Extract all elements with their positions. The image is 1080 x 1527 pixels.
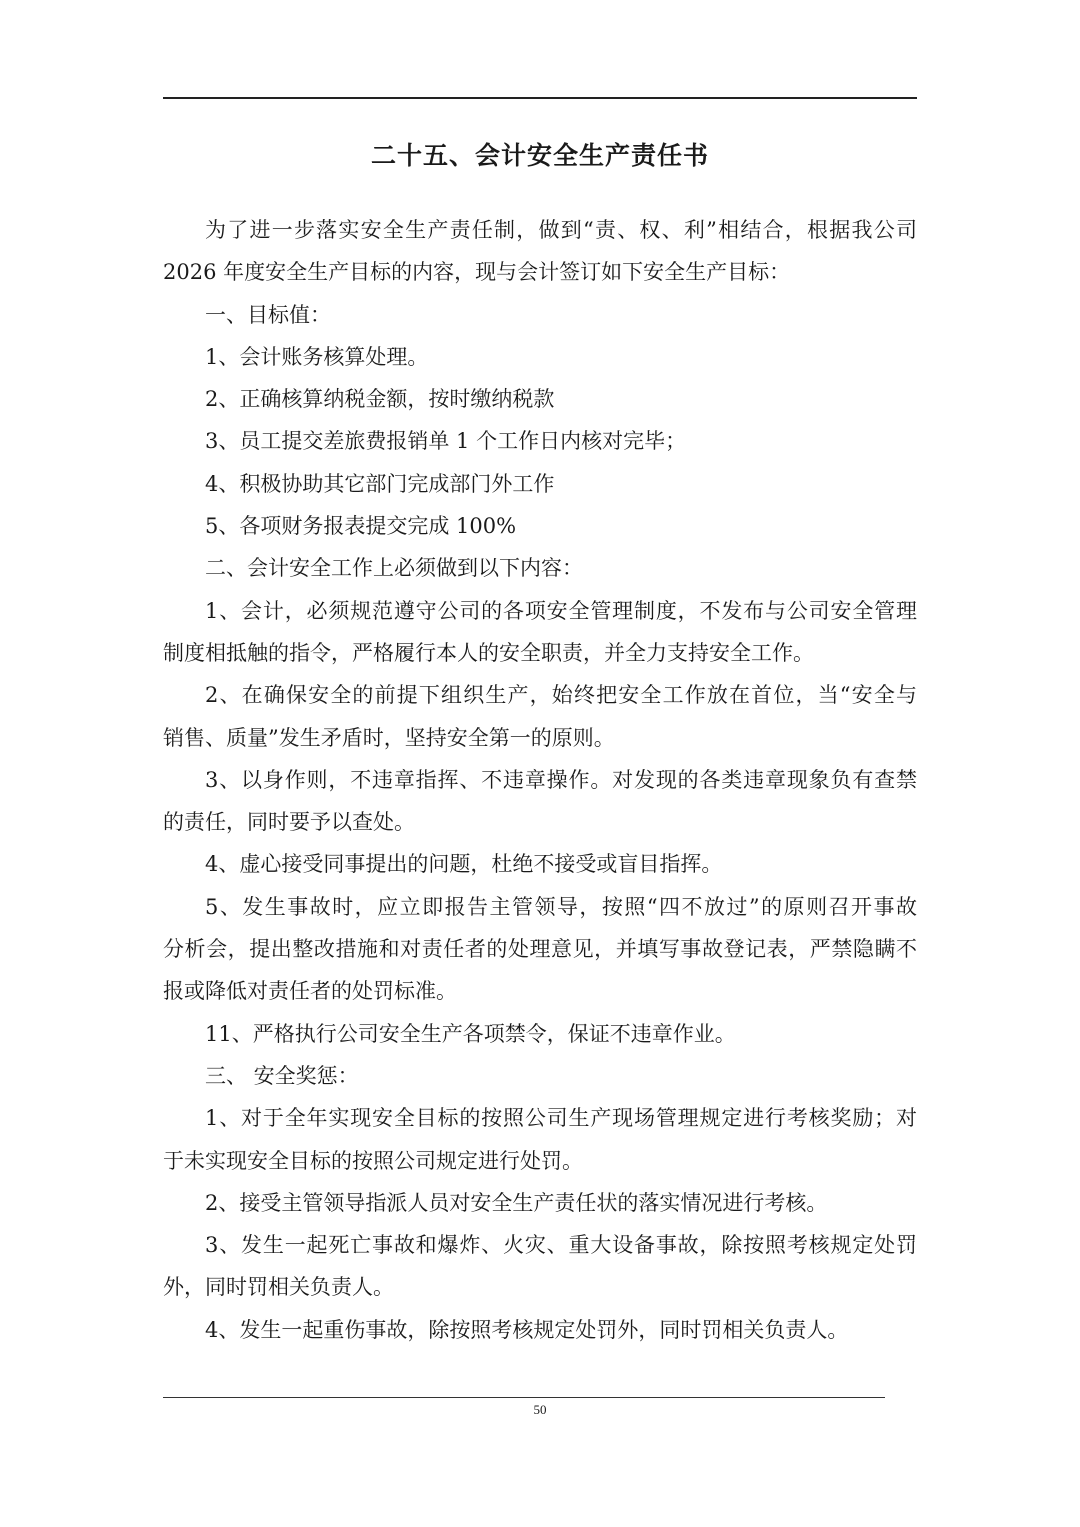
body-line: 报或降低对责任者的处罚标准。 xyxy=(163,979,457,1004)
section-heading: 三、 安全奖惩： xyxy=(205,1063,359,1088)
list-item: 4、积极协助其它部门完成部门外工作 xyxy=(205,471,555,496)
list-item: 4、虚心接受同事提出的问题，杜绝不接受或盲目指挥。 xyxy=(205,852,723,877)
body-line: 分析会，提出整改措施和对责任者的处理意见，并填写事故登记表，严禁隐瞒不 xyxy=(163,937,917,962)
list-item: 3、员工提交差旅费报销单 1 个工作日内核对完毕； xyxy=(205,429,687,454)
body-line: 外，同时罚相关负责人。 xyxy=(163,1275,394,1300)
list-item: 1、会计账务核算处理。 xyxy=(205,344,429,369)
body-line: 的责任，同时要予以查处。 xyxy=(163,810,415,835)
body-line: 销售、质量”发生矛盾时，坚持安全第一的原则。 xyxy=(163,725,615,750)
body-line: 为了进一步落实安全生产责任制，做到“责、权、利”相结合，根据我公司 xyxy=(205,218,917,242)
document-title: 二十五、会计安全生产责任书 xyxy=(370,141,709,170)
page-number: 50 xyxy=(533,1402,547,1417)
list-item: 3、发生一起死亡事故和爆炸、火灾、重大设备事故，除按照考核规定处罚 xyxy=(205,1233,917,1258)
list-item: 1、对于全年实现安全目标的按照公司生产现场管理规定进行考核奖励；对 xyxy=(205,1106,917,1131)
footer-rule xyxy=(163,1397,885,1398)
body-line: 制度相抵触的指令，严格履行本人的安全职责，并全力支持安全工作。 xyxy=(163,640,814,665)
section-heading: 一、目标值： xyxy=(205,302,331,327)
list-item: 11、严格执行公司安全生产各项禁令，保证不违章作业。 xyxy=(205,1021,736,1046)
body-line: 2026 年度安全生产目标的内容，现与会计签订如下安全生产目标： xyxy=(163,260,791,285)
list-item: 2、在确保安全的前提下组织生产，始终把安全工作放在首位，当“安全与 xyxy=(205,683,917,708)
list-item: 5、各项财务报表提交完成 100% xyxy=(205,514,517,539)
section-heading: 二、会计安全工作上必须做到以下内容： xyxy=(205,556,583,581)
body-line: 于未实现安全目标的按照公司规定进行处罚。 xyxy=(163,1148,583,1173)
document-body xyxy=(163,209,917,1351)
header-rule xyxy=(163,97,917,99)
list-item: 3、以身作则，不违章指挥、不违章操作。对发现的各类违章现象负有查禁 xyxy=(205,767,917,792)
list-item: 2、接受主管领导指派人员对安全生产责任状的落实情况进行考核。 xyxy=(205,1190,828,1215)
list-item: 4、发生一起重伤事故，除按照考核规定处罚外，同时罚相关负责人。 xyxy=(205,1317,849,1342)
list-item: 5、发生事故时，应立即报告主管领导，按照“四不放过”的原则召开事故 xyxy=(205,894,917,919)
list-item: 2、正确核算纳税金额，按时缴纳税款 xyxy=(205,387,555,412)
list-item: 1、会计，必须规范遵守公司的各项安全管理制度，不发布与公司安全管理 xyxy=(205,598,917,623)
